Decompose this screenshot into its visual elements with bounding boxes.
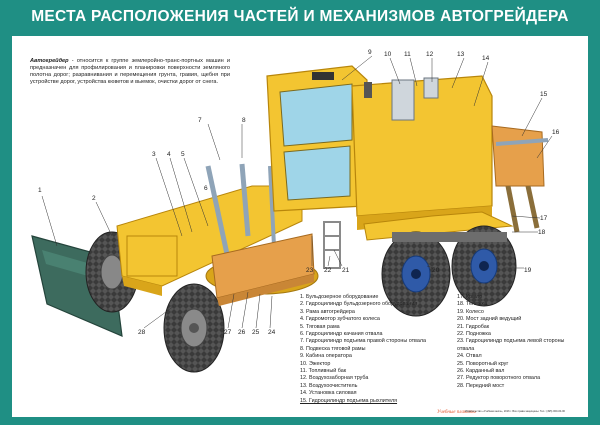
callout-4: 4 — [167, 151, 171, 158]
callout-15: 15 — [540, 91, 548, 98]
callout-10: 10 — [384, 51, 392, 58]
legend-left — [300, 294, 426, 405]
callout-25: 25 — [252, 329, 260, 336]
callout-18: 18 — [538, 229, 546, 236]
legend-item: 6. Гидроцилиндр качания отвала — [300, 331, 383, 338]
legend-item: 26. Карданный вал — [457, 368, 505, 375]
callout-5: 5 — [181, 151, 185, 158]
description-lead: Автогрейдер — [30, 58, 69, 64]
legend-item: 27. Редуктор поворотного отвала — [457, 375, 541, 382]
step — [324, 222, 340, 268]
power-unit — [352, 76, 492, 216]
legend-item: 24. Отвал — [457, 353, 482, 360]
callout-24: 24 — [268, 329, 276, 336]
callout-11: 11 — [404, 51, 411, 58]
legend-item: 3. Рама автогрейдера — [300, 308, 355, 315]
legend-item: 5. Тяговая рама — [300, 323, 340, 330]
content-panel — [12, 36, 588, 417]
legend-right — [457, 294, 564, 390]
legend-item: 19. Колесо — [457, 308, 484, 315]
legend-item: 28. Передний мост — [457, 382, 505, 389]
legend-item: 12. Воздухозаборная труба — [300, 375, 369, 382]
legend-item: 13. Воздухоочиститель — [300, 382, 358, 389]
legend-item: 25. Поворотный круг — [457, 360, 509, 367]
legend-item: 8. Подвеска тяговой рамы — [300, 345, 366, 352]
callout-6: 6 — [204, 185, 208, 192]
legend-item: 18. Тележка — [457, 301, 487, 308]
callout-17: 17 — [540, 215, 548, 222]
callout-27: 27 — [224, 329, 232, 336]
description-body: - относится к группе землеройно-транс-портных машин и предназначен для профилирования и планировки поверхности земляного полотна дорог; разравнивания и перемещения грунта, гравия, щебня при устройстве дорог, устройства кюветов и выемок, очистки дорог от снега. — [30, 58, 230, 86]
callout-28: 28 — [138, 329, 146, 336]
callout-23: 23 — [306, 267, 314, 274]
ripper — [492, 126, 544, 186]
callout-14: 14 — [482, 55, 490, 62]
callout-12: 12 — [426, 51, 434, 58]
legend-item: 17. Крыло — [457, 294, 483, 300]
callout-22: 22 — [324, 267, 332, 274]
legend-item: 2. Гидроцилиндр бульдозерного оборудования — [300, 301, 418, 308]
legend-item: 7. Гидроцилиндр подъема правой стороны отвала — [300, 338, 426, 345]
legend-item: 4. Гидромотор зубчатого колеса — [300, 316, 380, 323]
legend-item: 21. Гидробак — [457, 323, 490, 330]
legend-item: 10. Эжектор — [300, 360, 331, 367]
callout-21: 21 — [342, 267, 350, 274]
legend-item: 9. Кабина оператора — [300, 353, 352, 360]
callout-2: 2 — [92, 195, 96, 202]
legend-item: отвала — [457, 345, 475, 352]
legend-item-text: 15. Гидроцилиндр подъема рыхлителя — [300, 397, 398, 404]
legend-item: 1. Бульдозерное оборудование — [300, 294, 379, 300]
callout-20: 20 — [432, 267, 440, 274]
legend-item: 14. Установка силовая — [300, 390, 357, 397]
poster-title: МЕСТА РАСПОЛОЖЕНИЯ ЧАСТЕЙ И МЕХАНИЗМОВ АВТОГРЕЙДЕРА — [31, 8, 569, 25]
callout-13: 13 — [457, 51, 465, 58]
callout-9: 9 — [368, 49, 372, 56]
callout-8: 8 — [242, 117, 246, 124]
callout-1: 1 — [38, 187, 42, 194]
callout-26: 26 — [238, 329, 246, 336]
callout-7: 7 — [198, 117, 202, 124]
legend-item: 11. Топливный бак — [300, 368, 347, 375]
callout-19: 19 — [524, 267, 532, 274]
callout-16: 16 — [552, 129, 560, 136]
callout-3: 3 — [152, 151, 156, 158]
legend-item — [300, 398, 426, 405]
legend-item: 23. Гидроцилиндр подъема левой стороны — [457, 338, 565, 345]
legend-item: 22. Подножка — [457, 331, 491, 338]
publisher-footer: Издательство «Учебная книга», 2016 г. Все права защищены. Тел.: (495) 000-00-00 — [465, 410, 565, 413]
publisher-logo: Учебные плакаты — [437, 410, 476, 415]
legend-item: 20. Мост задний ведущий — [457, 316, 522, 323]
